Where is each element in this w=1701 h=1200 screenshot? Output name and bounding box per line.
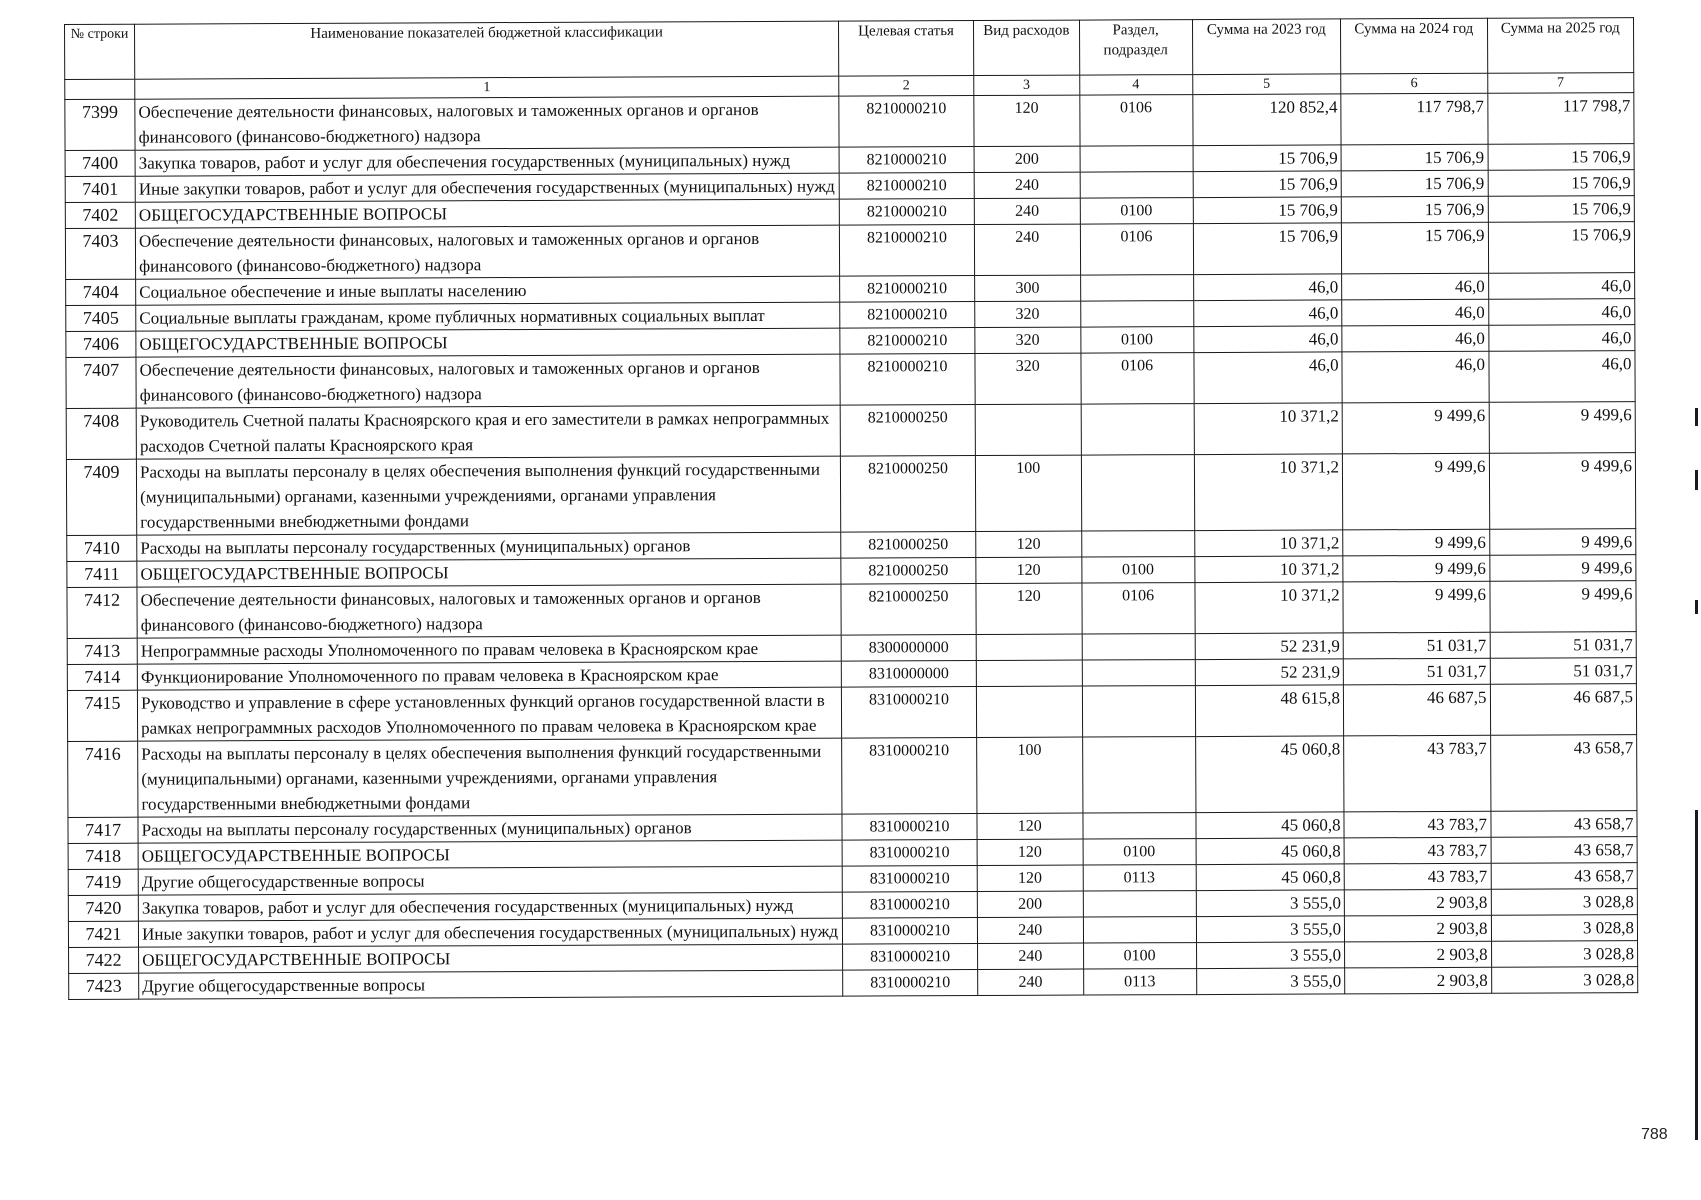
target-article-code: 8210000250	[841, 532, 976, 559]
target-article-code: 8310000210	[841, 687, 976, 739]
sum-2023: 45 060,8	[1196, 838, 1345, 865]
sum-2023: 46,0	[1193, 326, 1342, 353]
table-row	[66, 453, 1635, 536]
row-number: 7405	[66, 305, 136, 331]
indicator-name: Функционирование Уполномоченного по правам человека в Красноярском крае	[137, 661, 841, 690]
indicator-name: Закупка товаров, работ и услуг для обеспечения государственных (муниципальных) нужд	[138, 892, 842, 921]
row-number: 7418	[68, 843, 138, 869]
expense-kind-code: 120	[974, 95, 1080, 146]
target-article-code: 8210000250	[840, 405, 975, 457]
sum-2025: 117 798,7	[1487, 93, 1634, 145]
indicator-name: ОБЩЕГОСУДАРСТВЕННЫЕ ВОПРОСЫ	[135, 199, 839, 228]
section-code: 0113	[1083, 969, 1196, 995]
indicator-name: Другие общегосударственные вопросы	[139, 970, 843, 999]
expense-kind-code: 120	[976, 583, 1082, 634]
sum-2024: 2 903,8	[1345, 941, 1492, 968]
sum-2023: 3 555,0	[1196, 890, 1345, 917]
expense-kind-code: 240	[974, 172, 1080, 198]
row-number: 7406	[66, 331, 136, 357]
section-code: 0106	[1079, 95, 1192, 146]
section-code	[1080, 301, 1193, 327]
target-article-code: 8310000210	[843, 944, 978, 971]
section-code	[1081, 404, 1194, 455]
sum-2024: 15 706,9	[1341, 196, 1488, 223]
expense-kind-code: 240	[977, 917, 1083, 943]
row-number: 7400	[65, 150, 135, 176]
section-code: 0106	[1082, 583, 1195, 634]
table-row	[65, 93, 1634, 151]
section-code	[1083, 917, 1196, 943]
sum-2025: 3 028,8	[1491, 941, 1638, 968]
expense-kind-code: 120	[977, 813, 1083, 839]
sum-2023: 45 060,8	[1195, 736, 1344, 813]
column-number: 3	[974, 75, 1080, 95]
indicator-name: ОБЩЕГОСУДАРСТВЕННЫЕ ВОПРОСЫ	[139, 944, 843, 973]
row-number: 7412	[67, 587, 137, 638]
expense-kind-code: 120	[976, 531, 1082, 557]
sum-2024: 43 783,7	[1344, 863, 1491, 890]
indicator-name: Другие общегосударственные вопросы	[138, 866, 842, 895]
sum-2025: 46,0	[1488, 299, 1635, 326]
section-code	[1080, 275, 1193, 301]
row-number: 7416	[68, 741, 138, 817]
sum-2023: 10 371,2	[1194, 582, 1343, 634]
row-number: 7399	[65, 99, 135, 150]
indicator-name: ОБЩЕГОСУДАРСТВЕННЫЕ ВОПРОСЫ	[137, 558, 841, 587]
sum-2023: 15 706,9	[1193, 223, 1342, 275]
sum-2023: 10 371,2	[1194, 556, 1343, 583]
header-sum-2023: Сумма на 2023 год	[1192, 19, 1341, 75]
indicator-name: Обеспечение деятельности финансовых, налоговых и таможенных органов и органов финансового (финансово-бюджетного) надзора	[136, 354, 840, 408]
row-number: 7411	[67, 561, 137, 587]
target-article-code: 8210000250	[840, 456, 975, 533]
sum-2025: 3 028,8	[1491, 967, 1638, 994]
row-number: 7420	[68, 895, 138, 921]
indicator-name: Руководство и управление в сфере установленных функций органов государственной власти в рамках непрограммных расходов Уполномоченного по правам человека в Красноярском крае	[137, 687, 841, 741]
sum-2024: 9 499,6	[1342, 453, 1489, 530]
sum-2024: 46 687,5	[1343, 684, 1490, 736]
target-article-code: 8310000210	[842, 738, 977, 815]
indicator-name: Расходы на выплаты персоналу государственных (муниципальных) органов	[137, 532, 841, 561]
sum-2023: 52 231,9	[1195, 633, 1344, 660]
indicator-name: Обеспечение деятельности финансовых, налоговых и таможенных органов и органов финансового (финансово-бюджетного) надзора	[137, 584, 841, 638]
sum-2025: 43 658,7	[1490, 735, 1637, 812]
row-number: 7414	[67, 664, 137, 690]
sum-2024: 9 499,6	[1343, 529, 1490, 556]
section-code: 0100	[1083, 943, 1196, 969]
row-number: 7421	[68, 921, 138, 947]
section-code	[1082, 634, 1195, 660]
target-article-code: 8210000210	[840, 276, 975, 303]
scan-margin-mark	[1695, 470, 1698, 490]
sum-2025: 46,0	[1488, 351, 1635, 403]
target-article-code: 8210000210	[840, 302, 975, 329]
target-article-code: 8310000210	[842, 814, 977, 841]
target-article-code: 8310000210	[842, 892, 977, 919]
row-number: 7422	[69, 947, 139, 973]
indicator-name: Социальное обеспечение и иные выплаты населению	[136, 276, 840, 305]
sum-2025: 51 031,7	[1490, 632, 1637, 659]
table-row	[68, 735, 1637, 818]
sum-2024: 43 783,7	[1344, 735, 1491, 812]
sum-2024: 46,0	[1342, 351, 1489, 403]
indicator-name: Иные закупки товаров, работ и услуг для обеспечения государственных (муниципальных) нужд	[135, 173, 839, 202]
section-code	[1080, 146, 1193, 172]
target-article-code: 8210000210	[839, 199, 974, 226]
indicator-name: Расходы на выплаты персоналу государственных (муниципальных) органов	[138, 814, 842, 843]
expense-kind-code: 240	[974, 198, 1080, 224]
header-row-number: № строки	[65, 24, 135, 79]
target-article-code: 8210000210	[839, 225, 974, 277]
target-article-code: 8310000000	[841, 661, 976, 688]
column-number: 7	[1487, 73, 1634, 94]
sum-2024: 2 903,8	[1344, 889, 1491, 916]
sum-2025: 9 499,6	[1489, 581, 1636, 633]
expense-kind-code: 240	[974, 224, 1080, 275]
section-code: 0106	[1081, 353, 1194, 404]
target-article-code: 8300000000	[841, 635, 976, 662]
sum-2023: 10 371,2	[1194, 403, 1343, 455]
sum-2023: 10 371,2	[1194, 530, 1343, 557]
sum-2024: 9 499,6	[1343, 555, 1490, 582]
sum-2024: 2 903,8	[1345, 967, 1492, 994]
row-number: 7410	[67, 535, 137, 561]
table-row	[67, 684, 1636, 742]
sum-2025: 3 028,8	[1491, 915, 1638, 942]
sum-2023: 46,0	[1193, 274, 1342, 301]
section-code	[1080, 172, 1193, 198]
sum-2024: 46,0	[1342, 299, 1489, 326]
sum-2024: 9 499,6	[1343, 581, 1490, 633]
sum-2024: 51 031,7	[1343, 632, 1490, 659]
page-number: 788	[1641, 1126, 1668, 1143]
sum-2024: 15 706,9	[1341, 170, 1488, 197]
sum-2024: 46,0	[1342, 325, 1489, 352]
sum-2025: 15 706,9	[1488, 222, 1635, 274]
target-article-code: 8310000210	[842, 840, 977, 867]
table-body	[65, 93, 1638, 1000]
section-code: 0100	[1083, 839, 1196, 865]
target-article-code: 8210000210	[839, 147, 974, 174]
sum-2025: 9 499,6	[1489, 529, 1636, 556]
expense-kind-code: 320	[975, 327, 1081, 353]
table-row	[67, 581, 1636, 639]
expense-kind-code	[976, 660, 1082, 686]
section-code: 0100	[1081, 557, 1194, 583]
expense-kind-code: 200	[974, 146, 1080, 172]
table-row	[65, 222, 1634, 280]
expense-kind-code: 120	[976, 557, 1082, 583]
sum-2025: 43 658,7	[1491, 837, 1638, 864]
row-number: 7407	[66, 357, 136, 408]
sum-2023: 120 852,4	[1192, 94, 1341, 146]
indicator-name: Расходы на выплаты персоналу в целях обеспечения выполнения функций государственными (муниципальными) органами, казенными учреждениями, органами управления государственными внебюджетными фондами	[136, 456, 840, 535]
expense-kind-code	[975, 404, 1081, 455]
target-article-code: 8310000210	[842, 866, 977, 893]
header-indicator-name: Наименование показателей бюджетной классификации	[135, 21, 839, 79]
indicator-name: ОБЩЕГОСУДАРСТВЕННЫЕ ВОПРОСЫ	[136, 328, 840, 357]
sum-2023: 3 555,0	[1196, 942, 1345, 969]
row-number: 7408	[66, 408, 136, 459]
section-code	[1081, 531, 1194, 557]
sum-2023: 45 060,8	[1196, 864, 1345, 891]
sum-2025: 15 706,9	[1488, 170, 1635, 197]
sum-2025: 9 499,6	[1489, 555, 1636, 582]
scan-margin-mark	[1695, 810, 1698, 1140]
section-code	[1083, 891, 1196, 917]
scan-margin-mark	[1695, 408, 1698, 426]
sum-2025: 51 031,7	[1490, 658, 1637, 685]
expense-kind-code: 320	[975, 301, 1081, 327]
sum-2024: 2 903,8	[1344, 915, 1491, 942]
column-number: 2	[839, 76, 974, 97]
section-code	[1082, 660, 1195, 686]
section-code	[1083, 813, 1196, 839]
column-number: 4	[1079, 75, 1192, 95]
sum-2024: 15 706,9	[1341, 144, 1488, 171]
sum-2024: 15 706,9	[1341, 222, 1488, 274]
section-code: 0100	[1080, 327, 1193, 353]
sum-2024: 117 798,7	[1341, 93, 1488, 145]
indicator-name: Обеспечение деятельности финансовых, налоговых и таможенных органов и органов финансового (финансово-бюджетного) надзора	[135, 225, 839, 279]
expense-kind-code: 120	[977, 839, 1083, 865]
table-row	[66, 351, 1635, 409]
header-sum-2024: Сумма на 2024 год	[1341, 18, 1488, 74]
expense-kind-code: 100	[977, 737, 1083, 813]
sum-2024: 46,0	[1342, 273, 1489, 300]
row-number: 7419	[68, 869, 138, 895]
sum-2024: 43 783,7	[1344, 811, 1491, 838]
section-code	[1082, 686, 1195, 737]
sum-2024: 51 031,7	[1343, 658, 1490, 685]
sum-2023: 46,0	[1193, 300, 1342, 327]
section-code: 0113	[1083, 865, 1196, 891]
target-article-code: 8210000210	[840, 354, 975, 406]
header-section: Раздел, подраздел	[1079, 20, 1192, 75]
indicator-name: Расходы на выплаты персоналу в целях обеспечения выполнения функций государственными (муниципальными) органами, казенными учреждениями, органами управления государственными внебюджетными фондами	[138, 738, 842, 817]
expense-kind-code: 240	[977, 943, 1083, 969]
sum-2025: 46 687,5	[1490, 684, 1637, 736]
expense-kind-code	[976, 686, 1082, 737]
row-number: 7409	[66, 459, 136, 535]
table-header-row	[65, 18, 1634, 80]
expense-kind-code: 200	[977, 891, 1083, 917]
indicator-name: Обеспечение деятельности финансовых, налоговых и таможенных органов и органов финансового (финансово-бюджетного) надзора	[135, 96, 839, 150]
sum-2025: 43 658,7	[1491, 863, 1638, 890]
sum-2025: 9 499,6	[1489, 453, 1636, 530]
target-article-code: 8310000210	[843, 970, 978, 997]
indicator-name: Социальные выплаты гражданам, кроме публичных нормативных социальных выплат	[136, 302, 840, 331]
expense-kind-code: 320	[975, 353, 1081, 404]
sum-2025: 15 706,9	[1488, 196, 1635, 223]
indicator-name: ОБЩЕГОСУДАРСТВЕННЫЕ ВОПРОСЫ	[138, 840, 842, 869]
sum-2023: 15 706,9	[1193, 197, 1342, 224]
target-article-code: 8210000210	[840, 328, 975, 355]
row-number: 7413	[67, 638, 137, 664]
sum-2023: 3 555,0	[1196, 968, 1345, 995]
table-row	[66, 402, 1635, 460]
sum-2023: 45 060,8	[1195, 812, 1344, 839]
sum-2025: 43 658,7	[1490, 811, 1637, 838]
column-number	[65, 79, 135, 99]
sum-2023: 10 371,2	[1194, 454, 1343, 531]
sum-2023: 52 231,9	[1195, 659, 1344, 686]
indicator-name: Иные закупки товаров, работ и услуг для обеспечения государственных (муниципальных) нужд	[138, 918, 842, 947]
column-number: 5	[1192, 74, 1341, 95]
header-expense-kind: Вид расходов	[973, 20, 1079, 75]
expense-kind-code: 100	[975, 455, 1081, 531]
target-article-code: 8210000250	[841, 584, 976, 636]
budget-sheet	[64, 17, 1638, 1000]
column-number: 1	[135, 76, 839, 99]
section-code	[1082, 737, 1195, 813]
scan-margin-mark	[1695, 600, 1698, 614]
row-number: 7403	[65, 228, 135, 279]
row-number: 7417	[68, 817, 138, 843]
row-number: 7423	[69, 973, 139, 999]
sum-2023: 15 706,9	[1193, 171, 1342, 198]
column-number: 6	[1341, 73, 1488, 94]
sum-2024: 9 499,6	[1342, 402, 1489, 454]
sum-2023: 48 615,8	[1195, 685, 1344, 737]
expense-kind-code: 300	[975, 275, 1081, 301]
header-target-article: Целевая статья	[839, 21, 974, 77]
sum-2024: 43 783,7	[1344, 837, 1491, 864]
section-code: 0106	[1080, 224, 1193, 275]
budget-table	[64, 17, 1638, 1000]
expense-kind-code: 240	[978, 969, 1084, 995]
expense-kind-code	[976, 634, 1082, 660]
sum-2025: 46,0	[1488, 325, 1635, 352]
sum-2025: 3 028,8	[1491, 889, 1638, 916]
indicator-name: Закупка товаров, работ и услуг для обеспечения государственных (муниципальных) нужд	[135, 147, 839, 176]
target-article-code: 8210000210	[839, 173, 974, 200]
header-sum-2025: Сумма на 2025 год	[1487, 18, 1634, 74]
sum-2023: 3 555,0	[1196, 916, 1345, 943]
sum-2025: 9 499,6	[1489, 402, 1636, 454]
row-number: 7404	[66, 279, 136, 305]
section-code: 0100	[1080, 198, 1193, 224]
sum-2025: 15 706,9	[1488, 144, 1635, 171]
row-number: 7402	[65, 202, 135, 228]
target-article-code: 8310000210	[842, 918, 977, 945]
indicator-name: Руководитель Счетной палаты Красноярского края и его заместители в рамках непрограммных расходов Счетной палаты Красноярского края	[136, 405, 840, 459]
target-article-code: 8210000210	[839, 96, 974, 148]
row-number: 7415	[67, 690, 137, 741]
sum-2025: 46,0	[1488, 273, 1635, 300]
sum-2023: 46,0	[1193, 352, 1342, 404]
target-article-code: 8210000250	[841, 558, 976, 585]
indicator-name: Непрограммные расходы Уполномоченного по правам человека в Красноярском крае	[137, 635, 841, 664]
expense-kind-code: 120	[977, 865, 1083, 891]
row-number: 7401	[65, 176, 135, 202]
sum-2023: 15 706,9	[1193, 145, 1342, 172]
section-code	[1081, 455, 1194, 531]
